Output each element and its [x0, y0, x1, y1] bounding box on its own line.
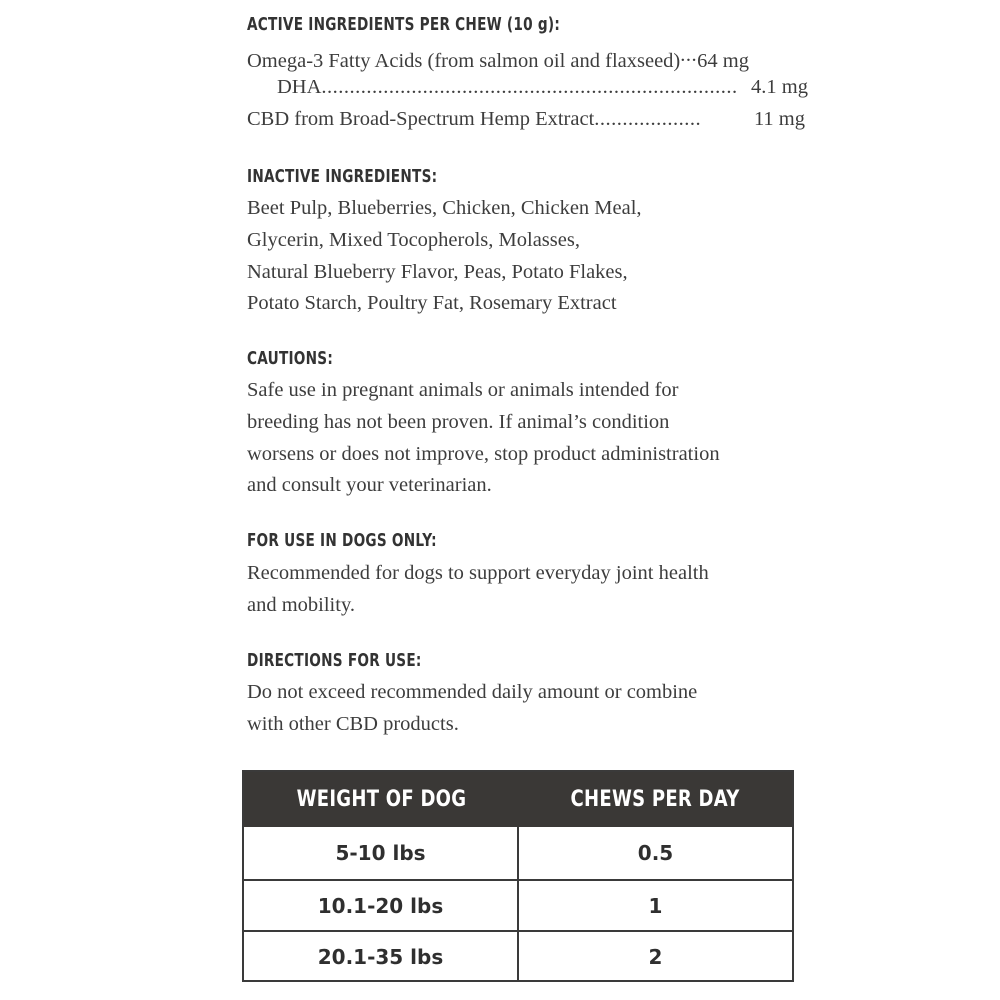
text-line: with other CBD products.: [247, 712, 459, 735]
active-ingredients-heading: ACTIVE INGREDIENTS PER CHEW (10 g):: [247, 15, 561, 35]
cautions-heading: CAUTIONS:: [247, 349, 334, 369]
ingredient-name: CBD from Broad-Spectrum Hemp Extract: [247, 108, 595, 130]
text-line: worsens or does not improve, stop product administration: [247, 442, 720, 465]
ingredient-name: Omega-3 Fatty Acids (from salmon oil and flaxseed): [247, 50, 681, 72]
dot-leader: ...................: [594, 108, 702, 130]
chews-cell: 1: [648, 893, 663, 918]
cautions-text: [247, 375, 720, 502]
table-row: [244, 930, 792, 982]
inactive-ingredients-text: [247, 193, 642, 320]
dot-leader: ...: [680, 44, 698, 66]
text-line: and mobility.: [247, 593, 355, 616]
weight-cell: 10.1-20 lbs: [244, 881, 519, 931]
dogs-only-heading: FOR USE IN DOGS ONLY:: [247, 531, 437, 551]
weight-cell: 5-10 lbs: [244, 827, 519, 879]
text-line: Do not exceed recommended daily amount or combine: [247, 681, 698, 703]
text-line: Safe use in pregnant animals or animals intended for: [247, 379, 679, 401]
ingredient-name: DHA: [277, 76, 322, 98]
table-row: [244, 827, 792, 879]
ingredient-amount: 64 mg: [697, 50, 749, 72]
text-line: Recommended for dogs to support everyday joint health: [247, 562, 709, 584]
text-line: Natural Blueberry Flavor, Peas, Potato Flakes,: [247, 260, 628, 283]
ingredient-row-cbd: [247, 108, 805, 131]
text-line: Glycerin, Mixed Tocopherols, Molasses,: [247, 228, 580, 251]
ingredient-amount: 4.1 mg: [751, 76, 808, 98]
weight-cell: 20.1-35 lbs: [244, 932, 519, 982]
dot-leader: ..........................................................................: [321, 76, 738, 98]
dosage-table: [242, 770, 794, 982]
header-chews-per-day: CHEWS PER DAY: [570, 787, 740, 812]
dosage-table-header: [244, 772, 792, 827]
text-line: and consult your veterinarian.: [247, 474, 492, 497]
ingredient-row-omega3: [247, 44, 749, 73]
text-line: breeding has not been proven. If animal’s condition: [247, 410, 670, 433]
inactive-ingredients-heading: INACTIVE INGREDIENTS:: [247, 167, 438, 187]
directions-heading: DIRECTIONS FOR USE:: [247, 651, 422, 671]
header-weight-of-dog: WEIGHT OF DOG: [296, 787, 466, 812]
dogs-only-text: [247, 558, 709, 622]
chews-cell: 2: [648, 945, 663, 970]
text-line: Beet Pulp, Blueberries, Chicken, Chicken Meal,: [247, 197, 642, 219]
ingredient-amount: 11 mg: [753, 108, 805, 130]
table-row: [244, 879, 792, 931]
ingredient-row-dha: [277, 76, 808, 99]
directions-text: [247, 677, 697, 741]
text-line: Potato Starch, Poultry Fat, Rosemary Extract: [247, 292, 617, 315]
chews-cell: 0.5: [637, 840, 674, 865]
